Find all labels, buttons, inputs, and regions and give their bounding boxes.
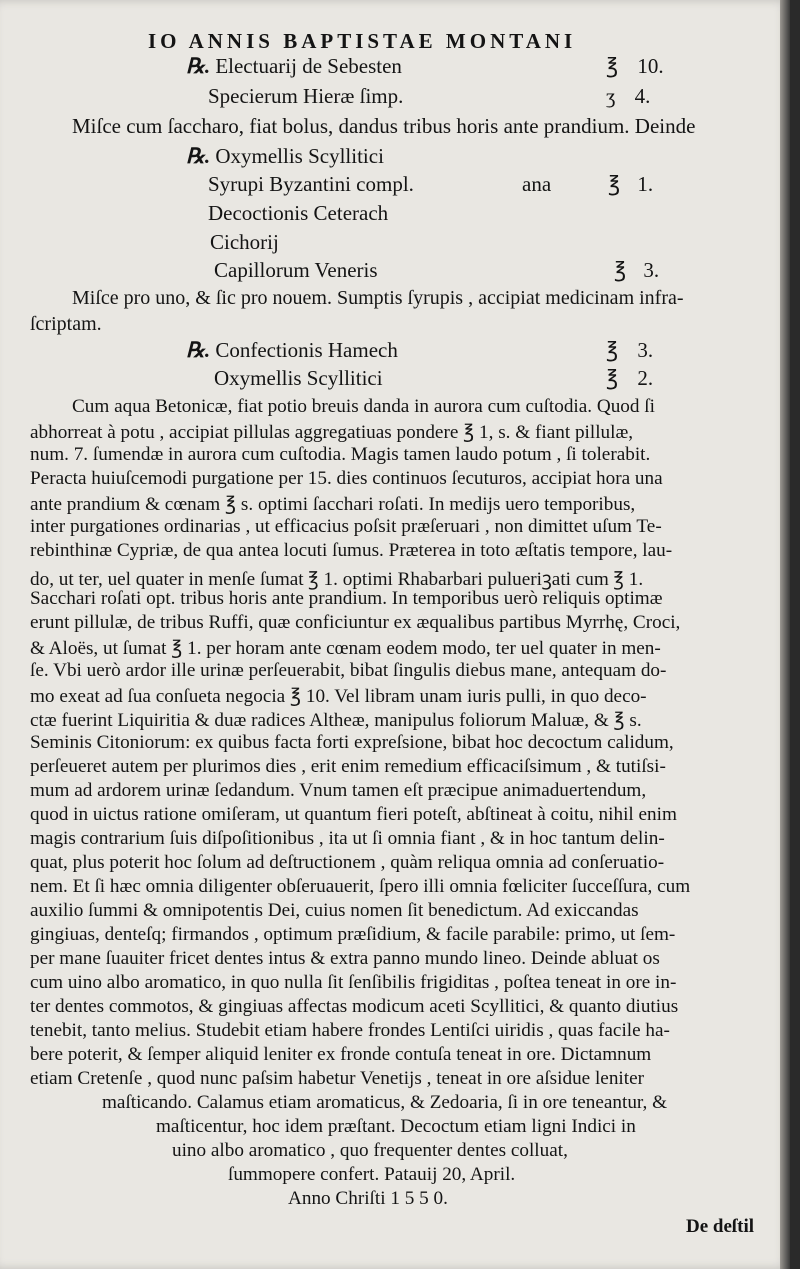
text-line: mum ad ardorem urinæ ſedandum. Vnum tamen eſt præcipue animaduertendum, (30, 780, 647, 801)
text-line: do, ut ter, uel quater in menſe ſumat ℥ 1. optimi Rhabarbari pulueriꝫati cum ℥ 1. (30, 569, 644, 590)
text-line: ante prandium & cœnam ℥ s. optimi ſacchari roſati. In medijs uero temporibus, (30, 494, 636, 515)
text-line: abhorreat à potu , accipiat pillulas aggregatiuas pondere ℥ 1, s. & fiant pillulæ, (30, 422, 634, 443)
text-line: quat, plus poterit hoc ſolum ad deſtructionem , quàm reliqua omnia ad conſeruatio- (30, 852, 665, 873)
ingredient-name: Cichorij (210, 230, 279, 254)
page-edge-shadow (780, 0, 790, 1269)
rx-unit (606, 84, 650, 109)
misce-line: Miſce pro uno, & ſic pro nouem. Sumptis ſyrupis , accipiat medicinam infra- (72, 287, 684, 309)
text-line: inter purgationes ordinarias , ut efficacius poſsit præſeruari , non dimittet uſum Te- (30, 516, 662, 537)
rx-unit (614, 258, 659, 283)
ingredient-name: Syrupi Byzantini compl. (208, 172, 414, 196)
ingredient-name: Confectionis Hamech (215, 338, 398, 362)
text-line: ctæ fuerint Liquiritia & duæ radices Altheæ, manipulus foliorum Maluæ, & ℥ s. (30, 710, 642, 731)
rx-line (186, 54, 402, 79)
text-line: perſeueret autem per plurimos dies , erit enim remedium efficaciſsimum , & tutiſsi- (30, 756, 666, 777)
ounce-symbol: ℥ (606, 54, 619, 78)
ingredient-name: Capillorum Veneris (214, 258, 378, 282)
text-line: num. 7. ſumendæ in aurora cum cuſtodia. Magis tamen laudo potum , ſi tolerabit. (30, 444, 651, 465)
text-line: Sacchari roſati opt. tribus horis ante prandium. In temporibus uerò reliquis optimæ (30, 588, 663, 609)
ounce-symbol: ℥ (608, 172, 621, 196)
text-line: tenebit, tanto melius. Studebit etiam habere frondes Lentiſci uiridis , quas facile ha- (30, 1020, 670, 1041)
running-header: IO ANNIS BAPTISTAE MONTANI (148, 29, 577, 53)
rx-line (186, 338, 398, 363)
ingredient-quantity: 2. (637, 366, 654, 390)
closing-line: uino albo aromatico , quo frequenter dentes colluat, (172, 1140, 568, 1161)
ingredient-name: Electuarij de Sebesten (215, 54, 402, 78)
text-line: rebinthinæ Cypriæ, de qua antea locuti ſumus. Præterea in toto æſtatis tempore, lau- (30, 540, 673, 561)
text-line: magis contrarium ſuis diſpoſitionibus , ita ut ſi omnia fiant , & in hoc tantum delin- (30, 828, 665, 849)
closing-line: maſticentur, hoc idem præſtant. Decoctum etiam ligni Indici in (156, 1116, 636, 1137)
ounce-symbol: ℥ (614, 258, 627, 282)
date-line: ſummopere confert. Patauij 20, April. (228, 1164, 516, 1185)
text-line: Seminis Citoniorum: ex quibus facta forti expreſsione, bibat hoc decoctum calidum, (30, 732, 674, 753)
rx-unit (606, 54, 664, 79)
ounce-symbol: ℥ (606, 366, 619, 390)
text-line: erunt pillulæ, de tribus Ruffi, quæ conficiuntur ex æqualibus partibus Myrrhę, Croci, (30, 612, 681, 633)
ingredient-name: Specierum Hieræ ſimp. (208, 84, 404, 108)
text-line: Peracta huiuſcemodi purgatione per 15. dies continuos ſecuturos, accipiat hora una (30, 468, 663, 489)
catchword: De deſtil (686, 1216, 755, 1237)
ingredient-quantity: 1. (637, 172, 654, 196)
closing-line: maſticando. Calamus etiam aromaticus, & Zedoaria, ſi in ore teneantur, & (102, 1092, 668, 1113)
text-line: ſe. Vbi uerò ardor ille urinæ perſeuerabit, bibat ſingulis diebus mane, antequam do- (30, 660, 667, 681)
misce-line: ſcriptam. (30, 313, 102, 335)
recipe-symbol: ℞. (186, 338, 211, 362)
text-line: etiam Cretenſe , quod nunc paſsim habetur Venetijs , teneat in ore aſsidue leniter (30, 1068, 644, 1089)
text-line: gingiuas, denteſq; firmandos , optimum præſidium, & facile parabile: primo, ut ſem- (30, 924, 676, 945)
ounce-symbol: ℥ (606, 338, 619, 362)
misce-line: Miſce cum ſaccharo, fiat bolus, dandus tribus horis ante prandium. Deinde (72, 114, 696, 138)
text-line: per mane ſuauiter fricet dentes intus & extra panno mundo lineo. Deinde abluat os (30, 948, 660, 969)
recipe-symbol: ℞. (186, 54, 211, 78)
ingredient-name: Oxymellis Scyllitici (215, 144, 384, 168)
rx-unit (608, 172, 653, 197)
ana-label: ana (522, 172, 552, 196)
text-line: & Aloës, ut ſumat ℥ 1. per horam ante cœnam eodem modo, ter uel quater in men- (30, 638, 661, 659)
text-line: ter dentes commotos, & gingiuas affectas modicum aceti Scyllitici, & quanto diutius (30, 996, 679, 1017)
ingredient-name: Decoctionis Ceterach (208, 201, 389, 225)
ingredient-name: Oxymellis Scyllitici (214, 366, 383, 390)
text-line: Cum aqua Betonicæ, fiat potio breuis danda in aurora cum cuſtodia. Quod ſi (72, 396, 655, 417)
rx-line (208, 84, 403, 109)
text-line: bere poterit, & ſemper aliquid leniter ex fronde contuſa teneat in ore. Dictamnum (30, 1044, 652, 1065)
ingredient-quantity: 10. (637, 54, 664, 78)
recipe-symbol: ℞. (186, 144, 211, 168)
text-line: auxilio ſummi & omnipotentis Dei, cuius nomen ſit benedictum. Ad exiccandas (30, 900, 639, 921)
ingredient-quantity: 4. (634, 84, 651, 108)
rx-line (214, 366, 383, 391)
dram-symbol: ʒ (606, 84, 616, 108)
rx-unit (606, 366, 653, 391)
year-line: Anno Chriſti 1 5 5 0. (288, 1188, 448, 1209)
rx-line (186, 144, 384, 169)
ingredient-quantity: 3. (637, 338, 654, 362)
text-line: nem. Et ſi hæc omnia diligenter obſeruauerit, ſpero illi omnia fœliciter ſucceſſura, cum (30, 876, 691, 897)
ingredient-quantity: 3. (643, 258, 660, 282)
text-line: mo exeat ad ſua conſueta negocia ℥ 10. Vel libram unam iuris pulli, in quo deco- (30, 686, 647, 707)
text-line: cum uino albo aromatico, in quo nulla ſit ſenſibilis frigiditas , poſtea teneat in ore in- (30, 972, 677, 993)
rx-unit (606, 338, 653, 363)
text-line: quod in uictus ratione omiſeram, ut quantum fieri poteſt, abſtineat à coitu, nihil enim (30, 804, 677, 825)
